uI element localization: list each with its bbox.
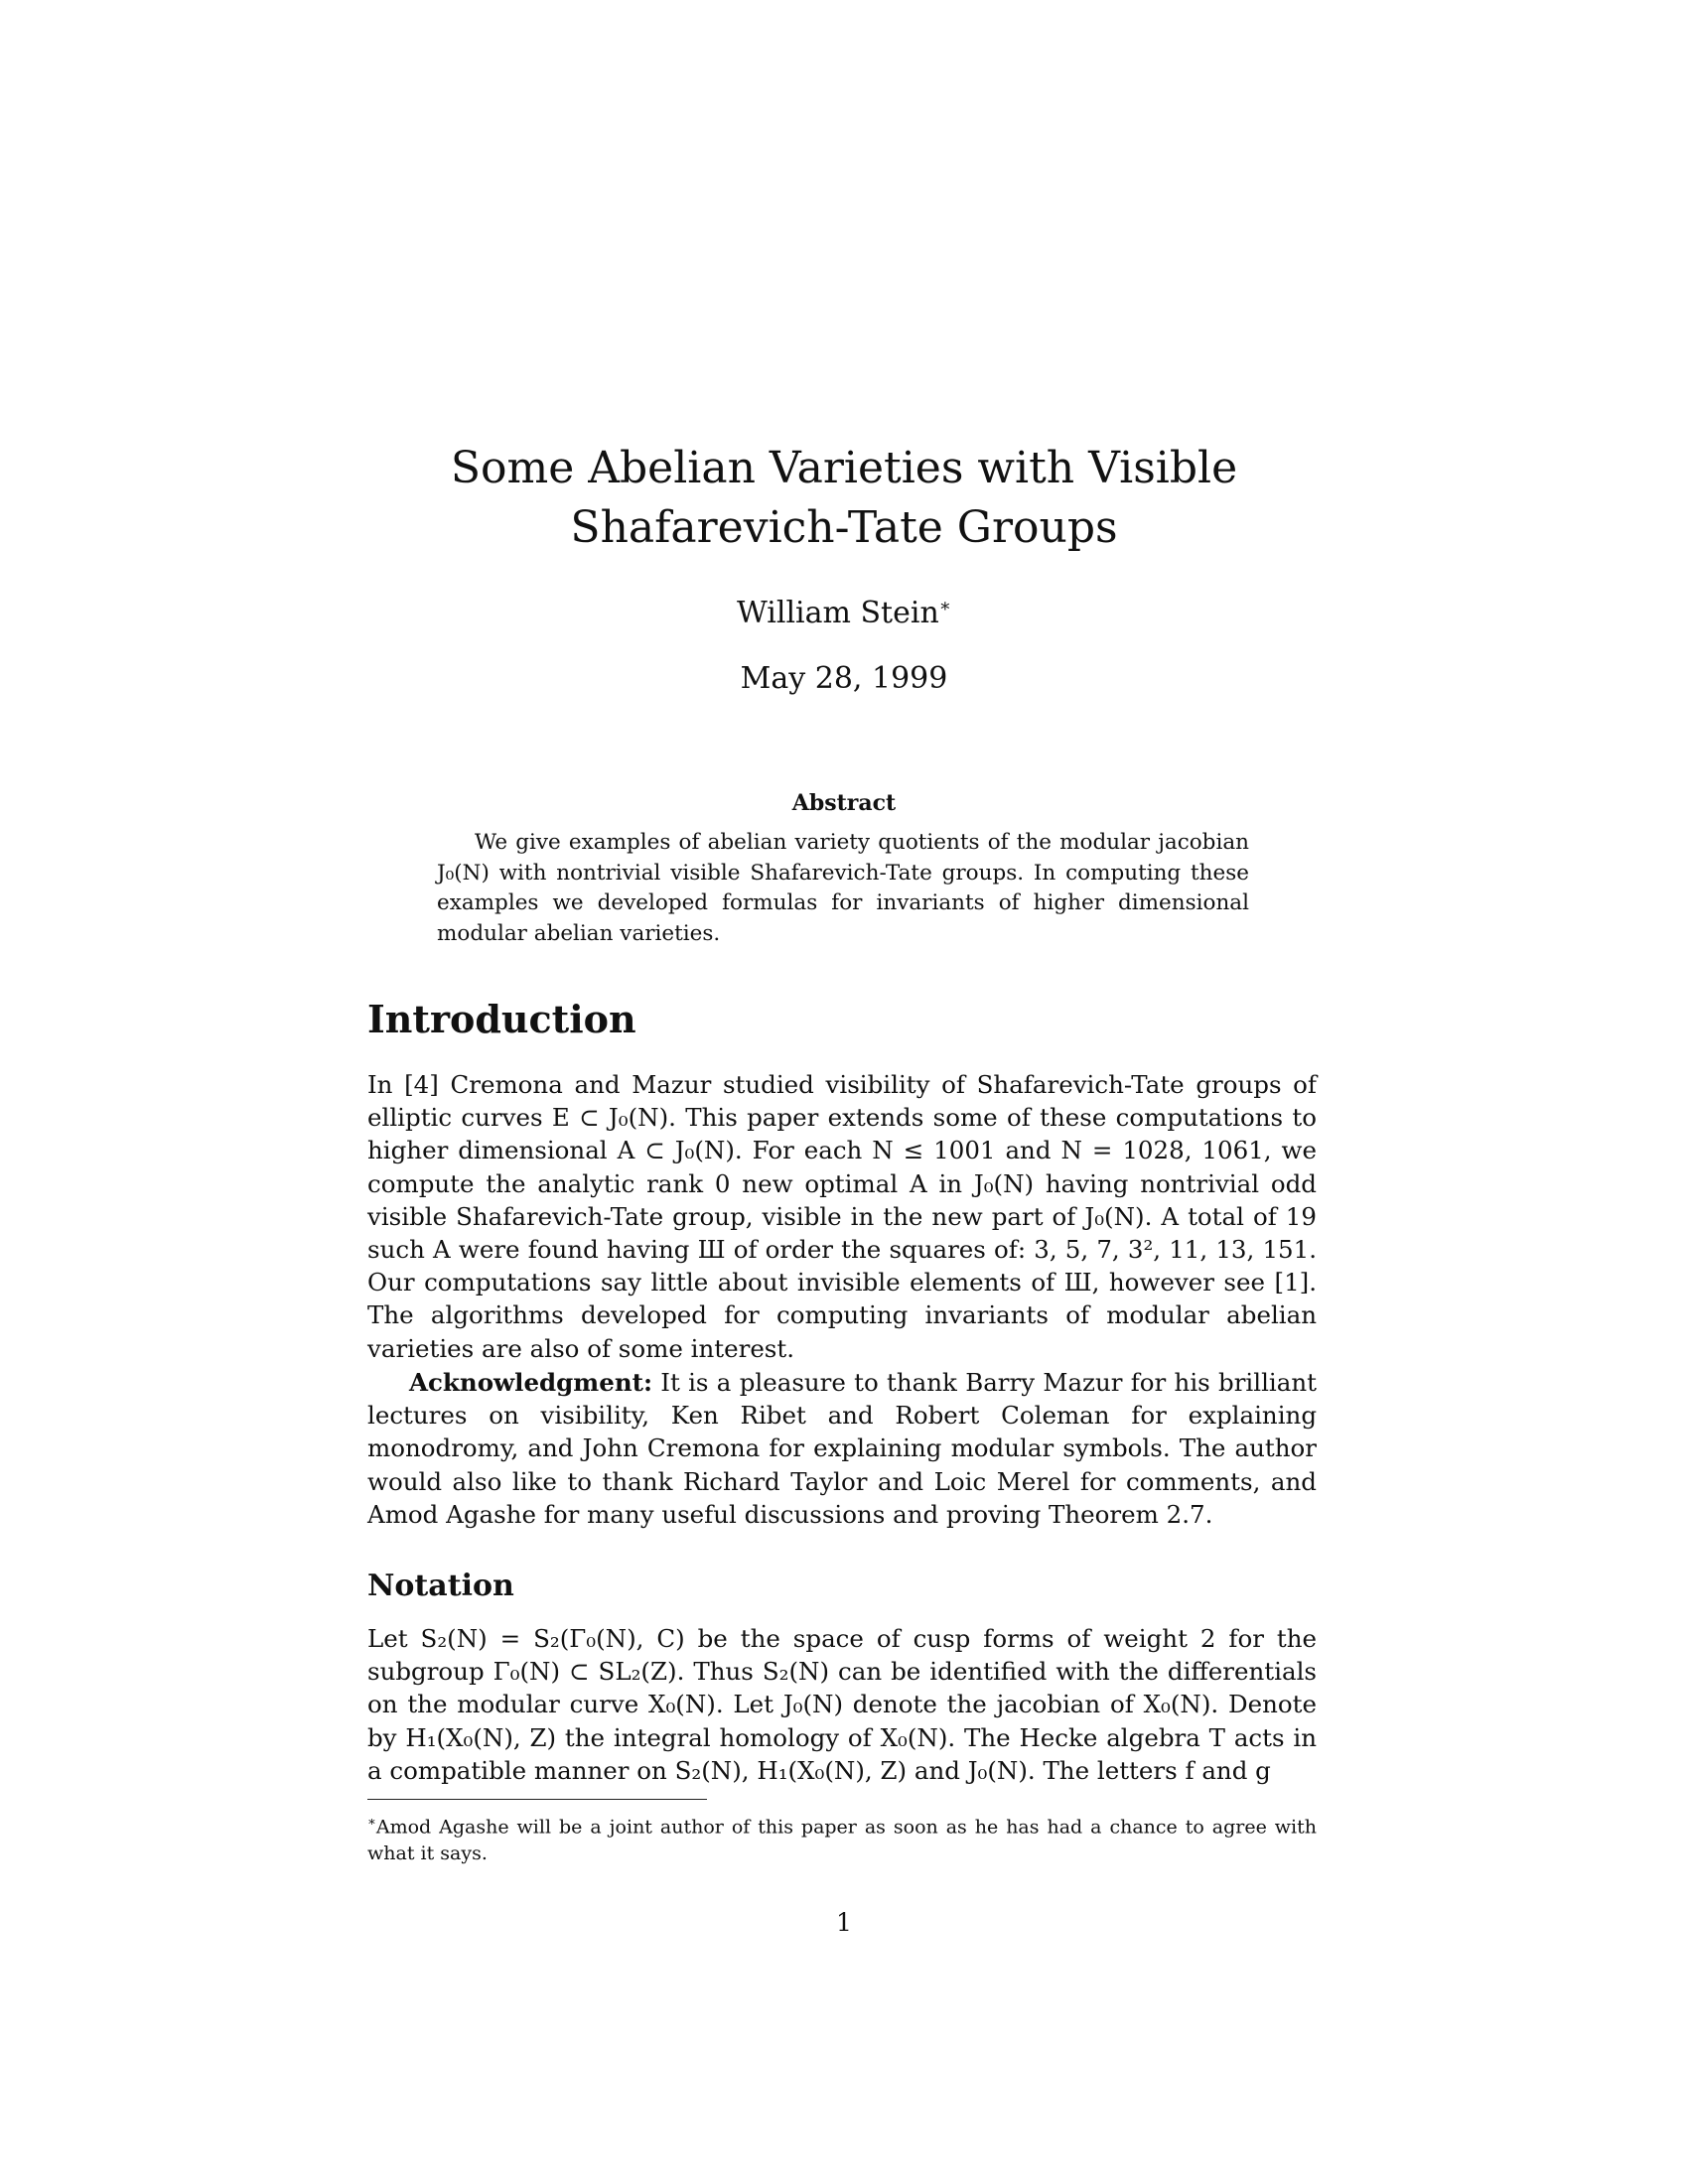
notation-heading: Notation xyxy=(367,1569,514,1603)
acknowledgment-label: Acknowledgment: xyxy=(409,1368,652,1397)
author-name: William Stein xyxy=(736,596,939,630)
acknowledgment-text: It is a pleasure to thank Barry Mazur for his brilliant lectures on visibility, Ken Ribet and Robert Coleman for explaining monodromy, and John Cremona for explaining modular symbols. The author would also like to thank Richard Taylor and Loic Merel for comments, and Amod Agashe for many useful discussions and proving Theorem 2.7. xyxy=(367,1368,1317,1529)
author-footnote-mark: ∗ xyxy=(938,596,952,616)
introduction-paragraph: In [4] Cremona and Mazur studied visibility of Shafarevich-Tate groups of elliptic curves E ⊂ J₀(N). This paper extends some of these computations to higher dimensional A ⊂ J₀(N). For each N ≤ 1001 and N = 1028, 1061, we compute the analytic rank 0 new optimal A in J₀(N) having nontrivial odd visible Shafarevich-Tate group, visible in the new part of J₀(N). A total of 19 such A were found having Ш of order the squares of: 3, 5, 7, 3², 11, 13, 151. Our computations say little about invisible elements of Ш, however see [1]. The algorithms developed for computing invariants of modular abelian varieties are also of some interest. xyxy=(367,1070,1317,1363)
title-line-1: Some Abelian Varieties with Visible xyxy=(450,443,1238,493)
footnote xyxy=(367,1809,1317,1867)
footnote-mark: ∗ xyxy=(367,1815,376,1830)
acknowledgment-paragraph xyxy=(367,1366,1317,1531)
footnote-text: Amod Agashe will be a joint author of this paper as soon as he has had a chance to agree with what it says. xyxy=(367,1816,1317,1865)
footnote-rule xyxy=(367,1799,707,1800)
paper-title xyxy=(0,439,1688,558)
abstract-text: We give examples of abelian variety quotients of the modular jacobian J₀(N) with nontrivial visible Shafarevich-Tate groups. In computing these examples we developed formulas for invariants of higher dimensional modular abelian varieties. xyxy=(437,830,1249,946)
paper-date: May 28, 1999 xyxy=(740,661,948,696)
author xyxy=(0,596,1688,630)
abstract-heading: Abstract xyxy=(791,790,897,816)
introduction-heading: Introduction xyxy=(367,997,636,1041)
title-line-2: Shafarevich-Tate Groups xyxy=(570,502,1118,553)
notation-paragraph: Let S₂(N) = S₂(Γ₀(N), C) be the space of cusp forms of weight 2 for the subgroup Γ₀(N) ⊂ SL₂(Z). Thus S₂(N) can be identified with the differentials on the modular curve X₀(N). Let J₀(N) denote the jacobian of X₀(N). Denote by H₁(X₀(N), Z) the integral homology of X₀(N). The Hecke algebra T acts in a compatible manner on S₂(N), H₁(X₀(N), Z) and J₀(N). The letters f and g xyxy=(367,1624,1317,1785)
page-number: 1 xyxy=(836,1908,852,1937)
